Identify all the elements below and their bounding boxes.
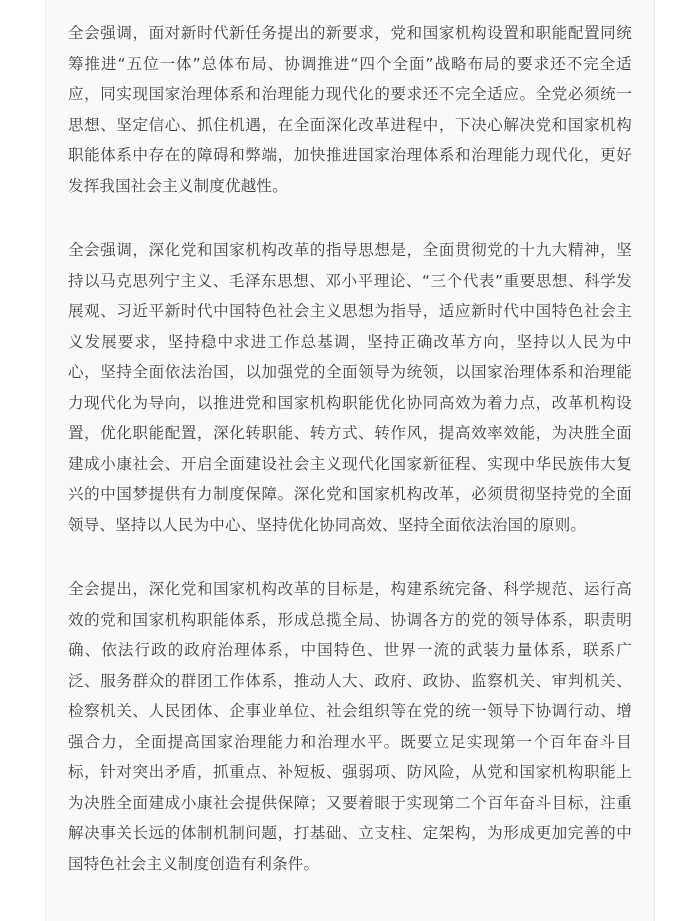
article-body xyxy=(45,0,655,921)
article-paragraph-2: 全会强调，深化党和国家机构改革的指导思想是，全面贯彻党的十九大精神，坚持以马克思列宁主义、毛泽东思想、邓小平理论、“三个代表”重要思想、科学发展观、习近平新时代中国特色社会主义思想为指导，适应新时代中国特色社会主义发展要求，坚持稳中求进工作总基调，坚持正确改革方向，坚持以人民为中心，坚持全面依法治国，以加强党的全面领导为统领，以国家治理体系和治理能力现代化为导向，以推进党和国家机构职能优化协同高效为着力点，改革机构设置，优化职能配置，深化转职能、转方式、转作风，提高效率效能，为决胜全面建成小康社会、开启全面建设社会主义现代化国家新征程、实现中华民族伟大复兴的中国梦提供有力制度保障。深化党和国家机构改革，必须贯彻坚持党的全面领导、坚持以人民为中心、坚持优化协同高效、坚持全面依法治国的原则。 xyxy=(68,241,632,534)
article-paragraph-3: 全会提出，深化党和国家机构改革的目标是，构建系统完备、科学规范、运行高效的党和国家机构职能体系，形成总揽全局、协调各方的党的领导体系，职责明确、依法行政的政府治理体系，中国特色、世界一流的武装力量体系，联系广泛、服务群众的群团工作体系，推动人大、政府、政协、监察机关、审判机关、检察机关、人民团体、企事业单位、社会组织等在党的统一领导下协调行动、增强合力，全面提高国家治理能力和治理水平。既要立足实现第一个百年奋斗目标，针对突出矛盾，抓重点、补短板、强弱项、防风险，从党和国家机构职能上为决胜全面建成小康社会提供保障；又要着眼于实现第二个百年奋斗目标，注重解决事关长远的体制机制问题，打基础、立支柱、定架构，为形成更加完善的中国特色社会主义制度创造有利条件。 xyxy=(68,580,632,873)
article-paragraph-1: 全会强调，面对新时代新任务提出的新要求，党和国家机构设置和职能配置同统筹推进“五位一体”总体布局、协调推进“四个全面”战略布局的要求还不完全适应，同实现国家治理体系和治理能力现代化的要求还不完全适应。全党必须统一思想、坚定信心、抓住机遇，在全面深化改革进程中，下决心解决党和国家机构职能体系中存在的障碍和弊端，加快推进国家治理体系和治理能力现代化，更好发挥我国社会主义制度优越性。 xyxy=(68,24,632,195)
